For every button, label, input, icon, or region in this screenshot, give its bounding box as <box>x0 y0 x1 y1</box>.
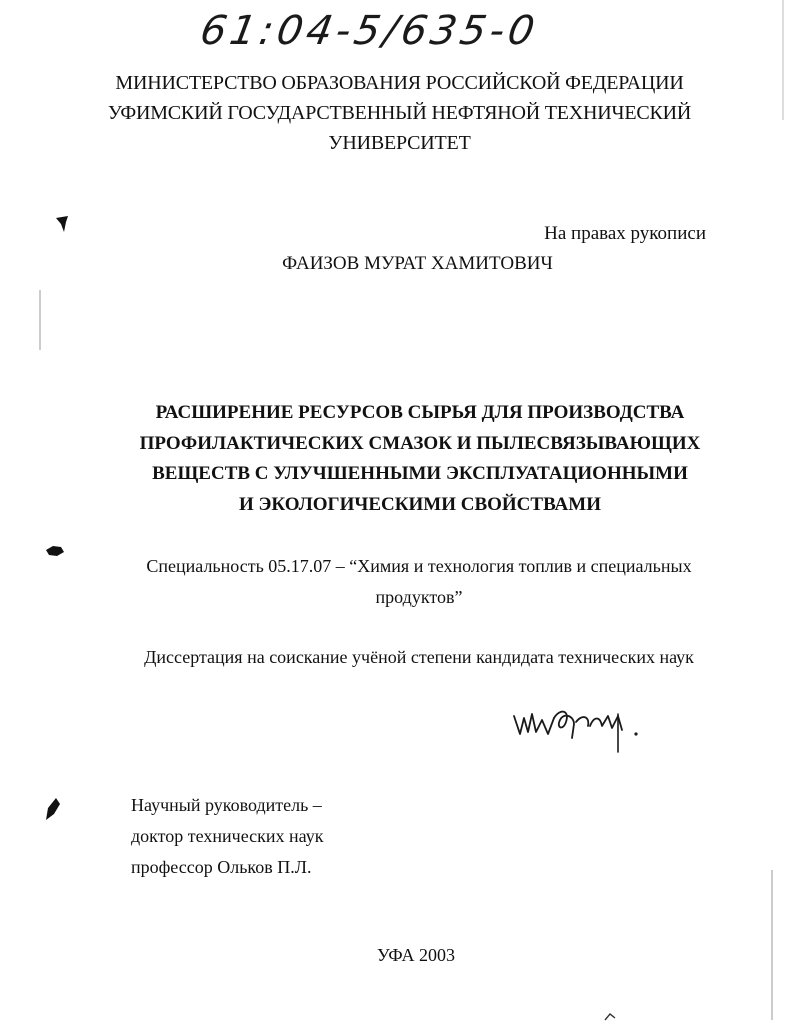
supervisor-line-1: Научный руководитель – <box>131 795 322 815</box>
ministry-line-1: МИНИСТЕРСТВО ОБРАЗОВАНИЯ РОССИЙСКОЙ ФЕДЕРАЦИИ <box>115 72 684 94</box>
scan-line-left <box>38 290 42 350</box>
supervisor-line-3: профессор Ольков П.Л. <box>131 857 312 877</box>
scan-line-top-right <box>781 0 785 120</box>
scan-mark-4 <box>604 1012 616 1022</box>
registration-number: 61:04-5/635-0 <box>196 8 542 54</box>
specialty-line-2: продуктов” <box>375 587 463 607</box>
ministry-line-3: УНИВЕРСИТЕТ <box>328 132 471 154</box>
city-year: УФА 2003 <box>377 945 455 965</box>
scan-mark-2 <box>45 544 65 558</box>
title-line-4: И ЭКОЛОГИЧЕСКИМИ СВОЙСТВАМИ <box>239 494 601 515</box>
dissertation-statement: Диссертация на соискание учёной степени кандидата технических наук <box>144 647 694 667</box>
author-signature <box>508 698 648 758</box>
author-name: ФАИЗОВ МУРАТ ХАМИТОВИЧ <box>282 253 553 274</box>
ministry-line-2: УФИМСКИЙ ГОСУДАРСТВЕННЫЙ НЕФТЯНОЙ ТЕХНИЧЕСКИЙ <box>107 102 692 124</box>
supervisor-line-2: доктор технических наук <box>131 826 324 846</box>
scan-mark-3 <box>42 796 64 822</box>
scan-line-right <box>770 870 774 1020</box>
scan-mark-1 <box>54 214 70 234</box>
specialty-line-1: Специальность 05.17.07 – “Химия и технология топлив и специальных <box>146 556 692 576</box>
manuscript-note: На правах рукописи <box>544 223 706 244</box>
title-line-1: РАСШИРЕНИЕ РЕСУРСОВ СЫРЬЯ ДЛЯ ПРОИЗВОДСТВА <box>155 402 685 423</box>
title-line-3: ВЕЩЕСТВ С УЛУЧШЕННЫМИ ЭКСПЛУАТАЦИОННЫМИ <box>152 463 688 484</box>
title-line-2: ПРОФИЛАКТИЧЕСКИХ СМАЗОК И ПЫЛЕСВЯЗЫВАЮЩИХ <box>139 433 701 454</box>
